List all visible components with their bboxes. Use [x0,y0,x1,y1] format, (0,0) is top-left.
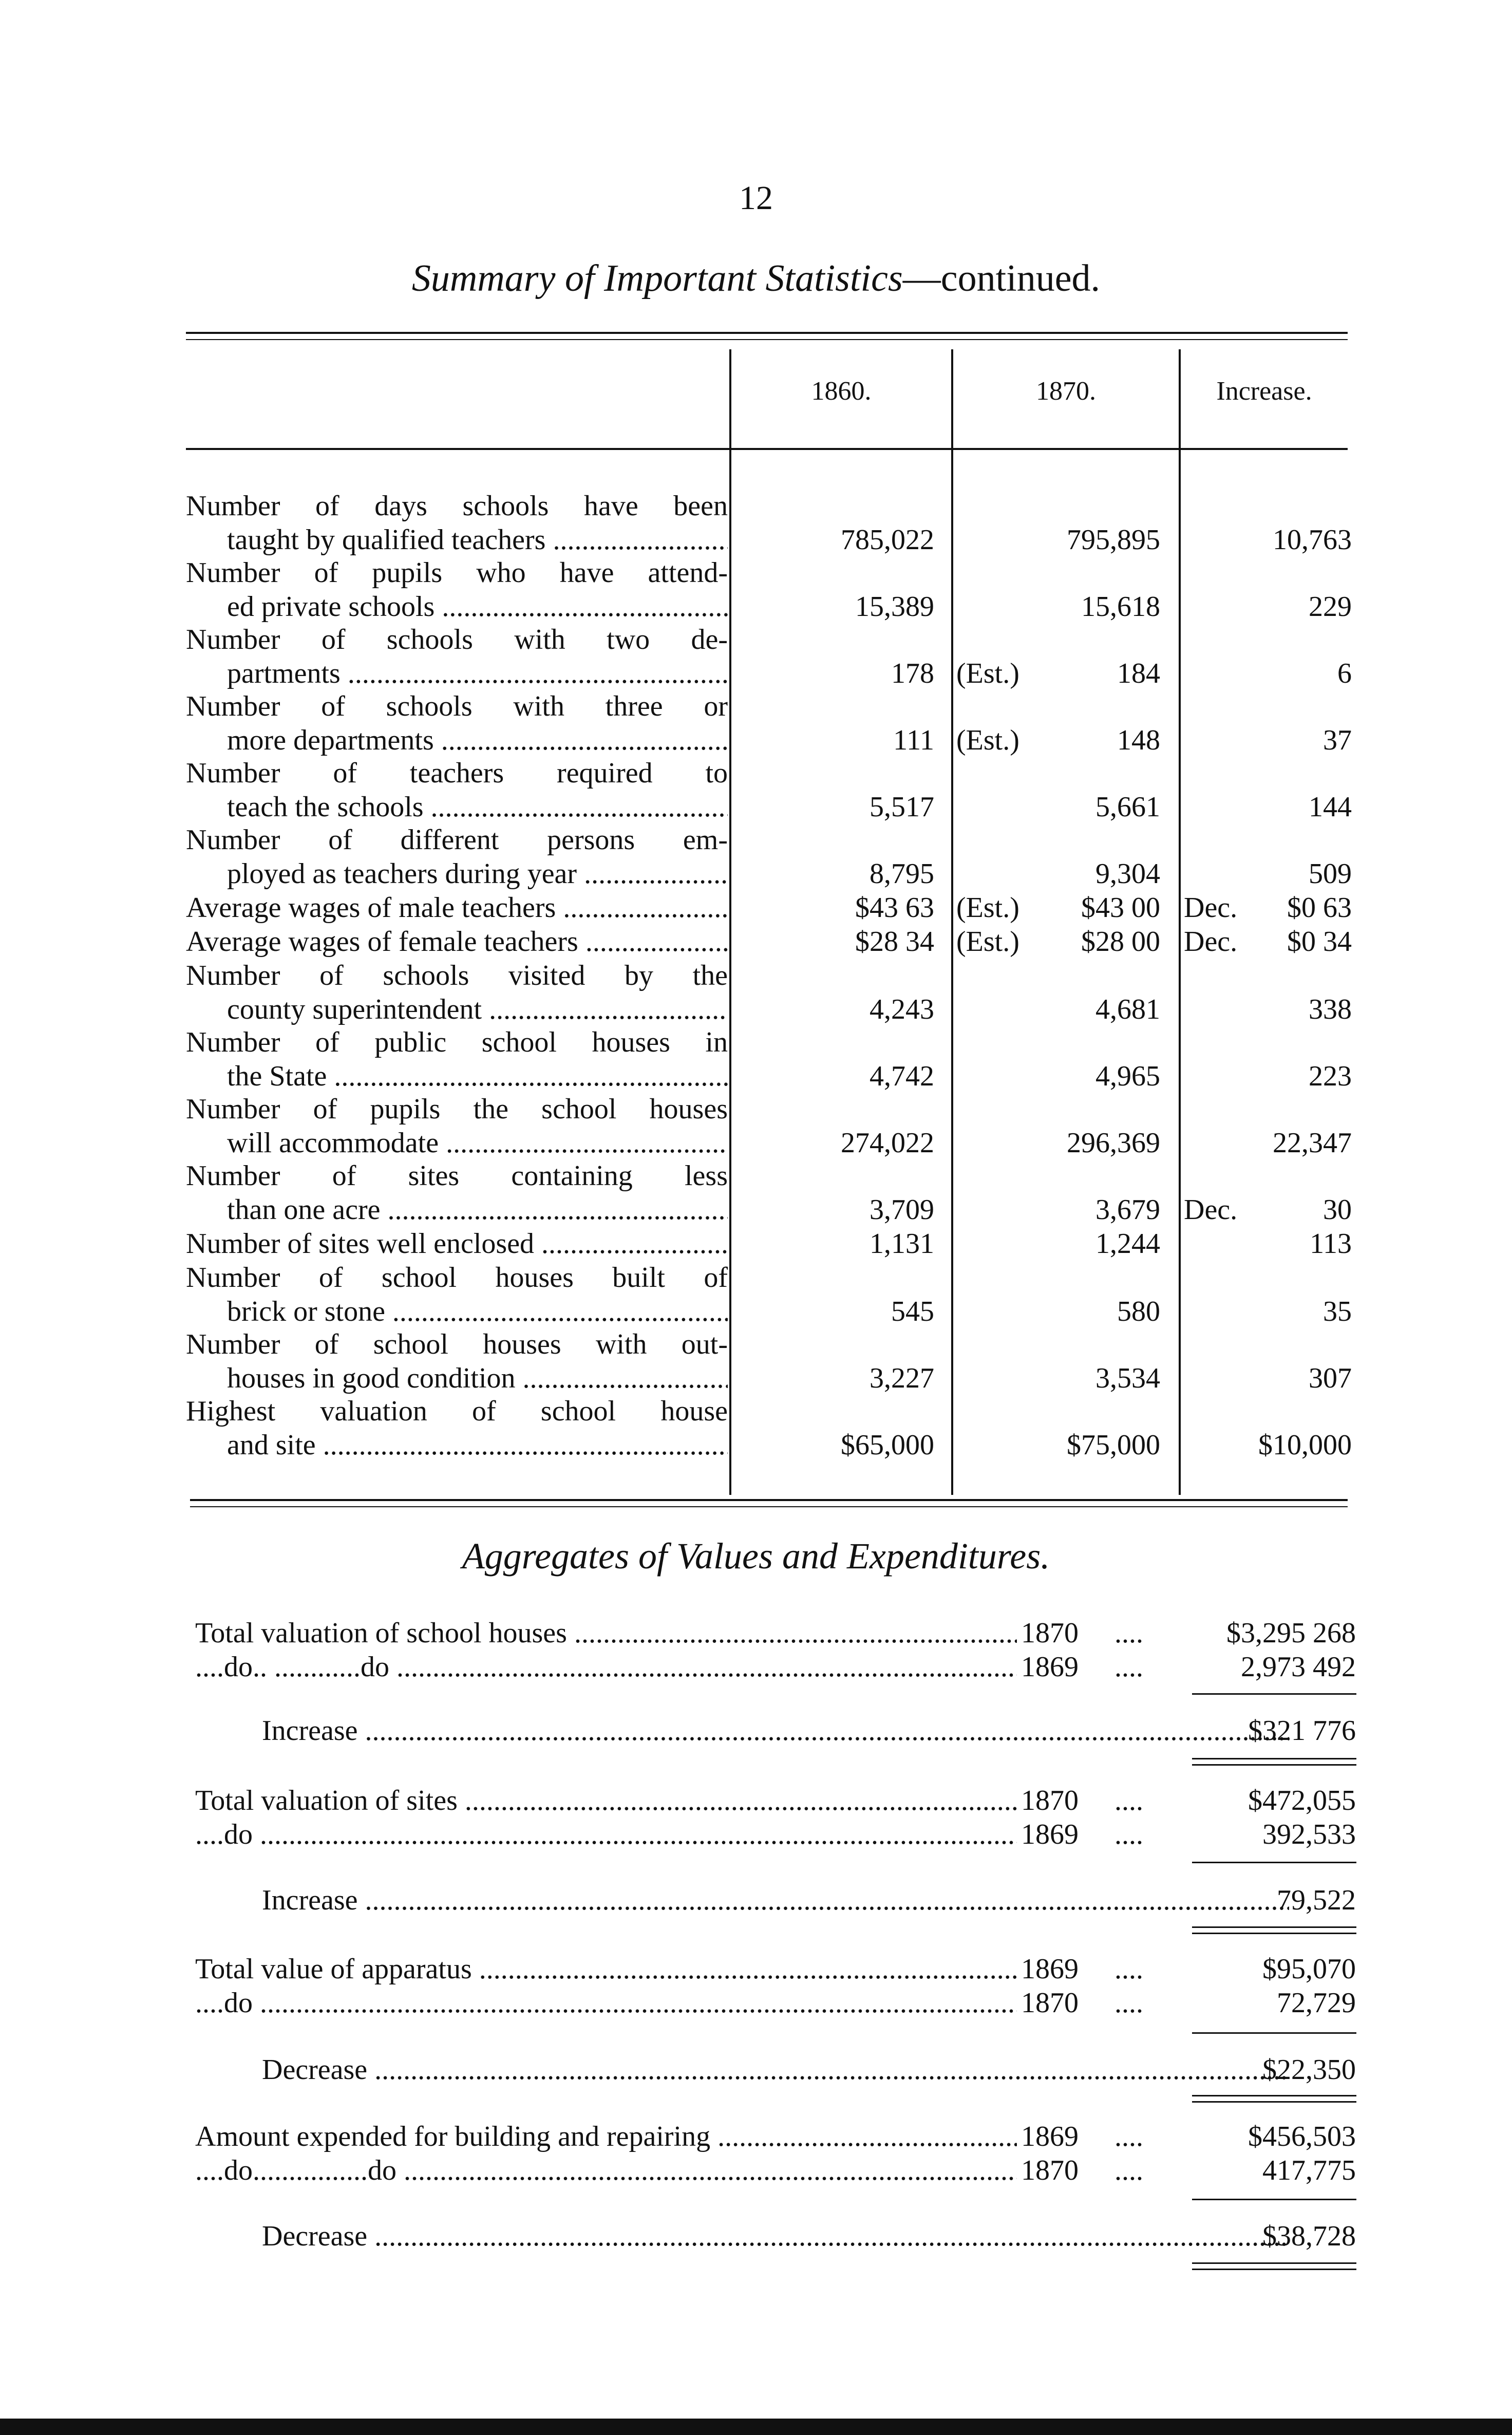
decrease-note: Dec. [1184,1194,1238,1226]
row-label [186,959,728,1026]
page-number: 12 [739,179,773,217]
decrease-note: Dec. [1184,892,1238,924]
row-label-line-1: Number of schools with three or [186,690,728,722]
row-label-line-2: county superintendent ..... [186,992,728,1026]
value-increase: $10,000 [1258,1429,1352,1461]
row-label [186,925,728,959]
aggregate-value: 2,973 492 [1241,1651,1356,1683]
row-label-line-1: Number of pupils the school houses [186,1093,728,1125]
aggregate-year: 1869 [1017,1818,1124,1851]
aggregate-value: 417,775 [1262,2155,1356,2186]
value-1870: $43 00 [1081,892,1160,924]
row-label-line-1: Number of school houses built of [186,1262,728,1294]
aggregate-label: Total value of apparatus ..... [195,1952,1017,1986]
column-divider-3 [1179,349,1181,1495]
aggregate-label: ....do................do ..... [195,2153,1017,2187]
value-1870: 4,681 [1095,994,1160,1025]
aggregate-value: $456,503 [1248,2121,1356,2152]
aggregate-year-dots: .... [1114,1953,1143,1985]
row-label [186,1261,728,1328]
aggregate-year-dots: .... [1114,2155,1143,2186]
sum-rule [1192,1693,1356,1695]
row-label [186,1394,728,1462]
column-divider-1 [729,349,731,1495]
value-increase: 35 [1323,1296,1352,1327]
aggregate-label: Amount expended for building and repairing ..... [195,2120,1017,2153]
value-1870: 5,661 [1095,791,1160,823]
value-increase: 113 [1310,1228,1352,1260]
row-label-line-1: Average wages of female teachers ..... [186,925,728,959]
value-1860: 545 [891,1296,934,1327]
estimate-note: (Est.) [956,724,1019,756]
row-label [186,1092,728,1160]
row-label-line-1: Number of public school houses in [186,1026,728,1058]
total-value: $321 776 [1248,1715,1356,1747]
value-increase: 509 [1309,858,1352,890]
value-increase: 37 [1323,724,1352,756]
row-label [186,823,728,891]
page-title [0,257,1512,301]
value-1870: 4,965 [1095,1060,1160,1092]
value-1860: 4,243 [870,994,934,1025]
value-1870: $75,000 [1067,1429,1160,1461]
row-label-line-1: Highest valuation of school house [186,1395,728,1427]
value-increase: 307 [1309,1362,1352,1394]
value-1860: 15,389 [855,591,934,623]
aggregate-label: Total valuation of sites ..... [195,1784,1017,1818]
total-double-rule-2 [1192,2269,1356,2270]
row-label [186,756,728,824]
aggregate-year: 1870 [1017,2153,1124,2187]
total-double-rule-2 [1192,1764,1356,1766]
sum-rule [1192,2199,1356,2200]
row-label [186,689,728,757]
value-1870: 9,304 [1095,858,1160,890]
row-label-line-1: Number of schools with two de- [186,624,728,655]
value-1860: 274,022 [841,1127,934,1159]
aggregate-year-dots: .... [1114,1785,1143,1816]
aggregate-year-dots: .... [1114,1819,1143,1850]
row-label-line-1: Number of teachers required to [186,757,728,789]
title-suffix: —continued. [902,257,1101,299]
value-1860: 1,131 [870,1228,934,1260]
value-1860: 785,022 [841,524,934,556]
aggregate-year: 1869 [1017,1952,1124,1986]
row-label-line-1: Average wages of male teachers ..... [186,891,728,925]
aggregate-value: 72,729 [1277,1987,1356,2019]
total-double-rule [1192,1758,1356,1759]
row-label-line-2: brick or stone ..... [186,1295,728,1328]
aggregate-label: ....do.. ............do ..... [195,1650,1017,1684]
aggregate-year-dots: .... [1114,1651,1143,1683]
value-1860: 4,742 [870,1060,934,1092]
row-label [186,891,728,925]
value-increase: 6 [1337,658,1352,689]
row-label-line-1: Number of different persons em- [186,824,728,856]
row-label-line-1: Number of days schools have been [186,490,728,522]
total-label: Decrease ..... [262,2053,1289,2087]
aggregate-value: 392,533 [1262,1819,1356,1850]
row-label [186,1159,728,1227]
total-label: Increase ..... [262,1714,1289,1748]
value-1860: 111 [893,724,934,756]
row-label-line-1: Number of sites containing less [186,1160,728,1192]
value-1860: 3,227 [870,1362,934,1394]
value-increase: 223 [1309,1060,1352,1092]
total-value: $38,728 [1262,2220,1356,2252]
value-1860: 178 [891,658,934,689]
estimate-note: (Est.) [956,926,1019,958]
column-divider-2 [951,349,953,1495]
value-increase: 30 [1323,1194,1352,1226]
value-1860: $65,000 [841,1429,934,1461]
value-1870: 795,895 [1067,524,1160,556]
value-1860: $43 63 [855,892,934,924]
value-1860: 3,709 [870,1194,934,1226]
row-label-line-2: will accommodate ..... [186,1126,728,1160]
value-1860: 8,795 [870,858,934,890]
column-header-increase: Increase. [1216,377,1312,406]
value-1870: 3,679 [1095,1194,1160,1226]
row-label-line-2: ed private schools ..... [186,590,728,624]
total-value: $22,350 [1262,2054,1356,2086]
row-label [186,556,728,624]
row-label-line-2: partments ..... [186,657,728,690]
row-label-line-2: ployed as teachers during year ..... [186,857,728,891]
aggregates-title: Aggregates of Values and Expenditures. [462,1535,1050,1577]
total-double-rule-2 [1192,1933,1356,1934]
table-bottom-rule-2 [190,1506,1348,1507]
row-label-line-2: the State ..... [186,1059,728,1093]
header-bottom-rule [186,448,1348,450]
aggregate-year-dots: .... [1114,1987,1143,2019]
row-label-line-2: taught by qualified teachers ..... [186,523,728,557]
sum-rule [1192,2032,1356,2034]
value-1870: 148 [1117,724,1160,756]
row-label-line-1: Number of pupils who have attend- [186,557,728,589]
table-bottom-rule [190,1499,1348,1501]
row-label-line-1: Number of school houses with out- [186,1328,728,1360]
row-label [186,489,728,557]
table-top-rule-2 [186,339,1348,340]
aggregate-year-dots: .... [1114,2121,1143,2152]
aggregate-label: Total valuation of school houses ..... [195,1616,1017,1650]
row-label-line-2: than one acre ..... [186,1193,728,1227]
value-1870: 580 [1117,1296,1160,1327]
row-label-line-2: more departments ..... [186,723,728,757]
aggregate-value: $3,295 268 [1226,1617,1356,1649]
row-label [186,623,728,690]
aggregate-year-dots: .... [1114,1617,1143,1649]
row-label [186,1227,728,1261]
column-header-1860: 1860. [811,377,872,406]
value-1870: 1,244 [1095,1228,1160,1260]
value-1870: 3,534 [1095,1362,1160,1394]
aggregate-year: 1870 [1017,1616,1124,1650]
aggregate-year: 1870 [1017,1784,1124,1818]
value-1870: 296,369 [1067,1127,1160,1159]
aggregate-year: 1869 [1017,2120,1124,2153]
value-increase: 229 [1309,591,1352,623]
value-1870: 15,618 [1081,591,1160,623]
value-increase: 144 [1309,791,1352,823]
value-increase: 338 [1309,994,1352,1025]
title-main: Summary of Important Statistics [411,257,903,299]
column-header-1870: 1870. [1036,377,1096,406]
total-double-rule [1192,2095,1356,2096]
estimate-note: (Est.) [956,892,1019,924]
value-1870: 184 [1117,658,1160,689]
decrease-note: Dec. [1184,926,1238,958]
value-1860: $28 34 [855,926,934,958]
scan-edge-bar [0,2419,1512,2435]
total-double-rule [1192,1926,1356,1928]
aggregate-year: 1869 [1017,1650,1124,1684]
total-value: 79,522 [1277,1884,1356,1916]
aggregate-label: ....do ..... [195,1986,1017,2020]
value-increase: 10,763 [1273,524,1352,556]
estimate-note: (Est.) [956,658,1019,689]
value-increase: $0 34 [1287,926,1352,958]
aggregate-label: ....do ..... [195,1818,1017,1851]
aggregate-year: 1870 [1017,1986,1124,2020]
value-increase: $0 63 [1287,892,1352,924]
row-label [186,1025,728,1093]
row-label [186,1327,728,1395]
total-double-rule [1192,2262,1356,2264]
value-1870: $28 00 [1081,926,1160,958]
sum-rule [1192,1862,1356,1863]
total-label: Increase ..... [262,1883,1289,1917]
total-label: Decrease ..... [262,2219,1289,2253]
row-label-line-1: Number of sites well enclosed ..... [186,1227,728,1261]
value-increase: 22,347 [1273,1127,1352,1159]
row-label-line-2: and site ..... [186,1428,728,1462]
aggregate-value: $472,055 [1248,1785,1356,1816]
value-1860: 5,517 [870,791,934,823]
row-label-line-2: teach the schools ..... [186,790,728,824]
row-label-line-2: houses in good condition ..... [186,1361,728,1395]
aggregate-value: $95,070 [1262,1953,1356,1985]
total-double-rule-2 [1192,2101,1356,2103]
table-top-rule [186,332,1348,334]
row-label-line-1: Number of schools visited by the [186,960,728,991]
